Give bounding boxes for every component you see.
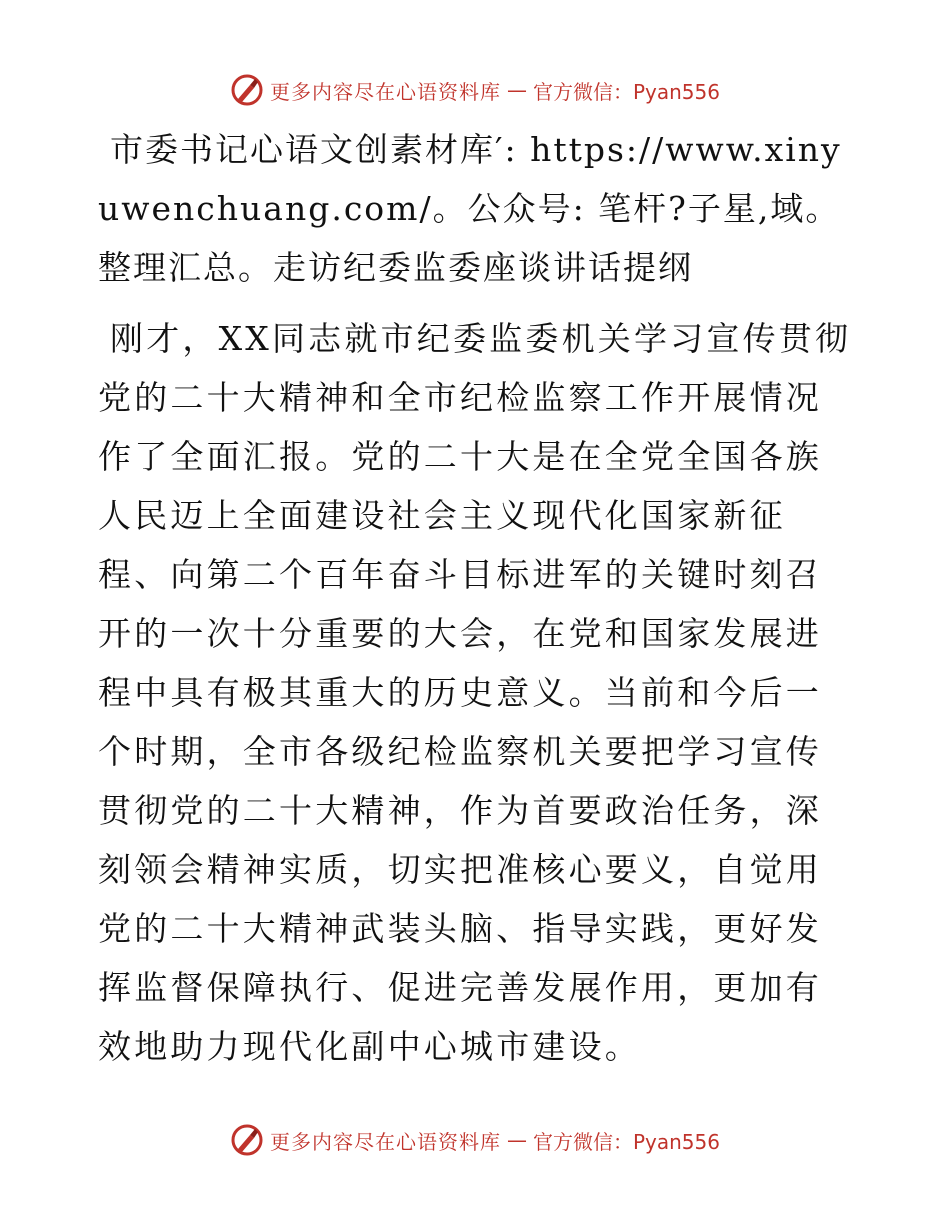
banner-slogan: 更多内容尽在心语资料库 xyxy=(269,1129,501,1154)
banner-dash: — xyxy=(506,1128,527,1152)
banner-dash: — xyxy=(506,78,527,102)
header-banner xyxy=(0,70,950,110)
banner-wechat-id: 官方微信：Pyan556 xyxy=(532,79,720,104)
pen-logo-icon xyxy=(230,73,264,107)
banner-slogan: 更多内容尽在心语资料库 xyxy=(269,79,501,104)
banner-wechat-id: 官方微信：Pyan556 xyxy=(532,1129,720,1154)
footer-banner xyxy=(0,1120,950,1160)
document-content xyxy=(98,120,858,1076)
body-paragraph: 刚才，XX同志就市纪委监委机关学习宣传贯彻党的二十大精神和全市纪检监察工作开展情况作了全面汇报。党的二十大是在全党全国各族人民迈上全面建设社会主义现代化国家新征程、向第二个百年奋斗目标进军的关键时刻召开的一次十分重要的大会，在党和国家发展进程中具有极其重大的历史意义。当前和今后一个时期，全市各级纪检监察机关要把学习宣传贯彻党的二十大精神，作为首要政治任务，深刻领会精神实质，切实把准核心要义，自觉用党的二十大精神武装头脑、指导实践，更好发挥监督保障执行、促进完善发展作用，更加有效地助力现代化副中心城市建设。 xyxy=(98,319,852,1066)
intro-paragraph: 市委书记心语文创素材库′: https://www.xinyuwenchuang.com/。公众号: 笔杆?子星,域。整理汇总。走访纪委监委座谈讲话提纲 xyxy=(98,130,842,287)
pen-logo-icon xyxy=(230,1123,264,1157)
